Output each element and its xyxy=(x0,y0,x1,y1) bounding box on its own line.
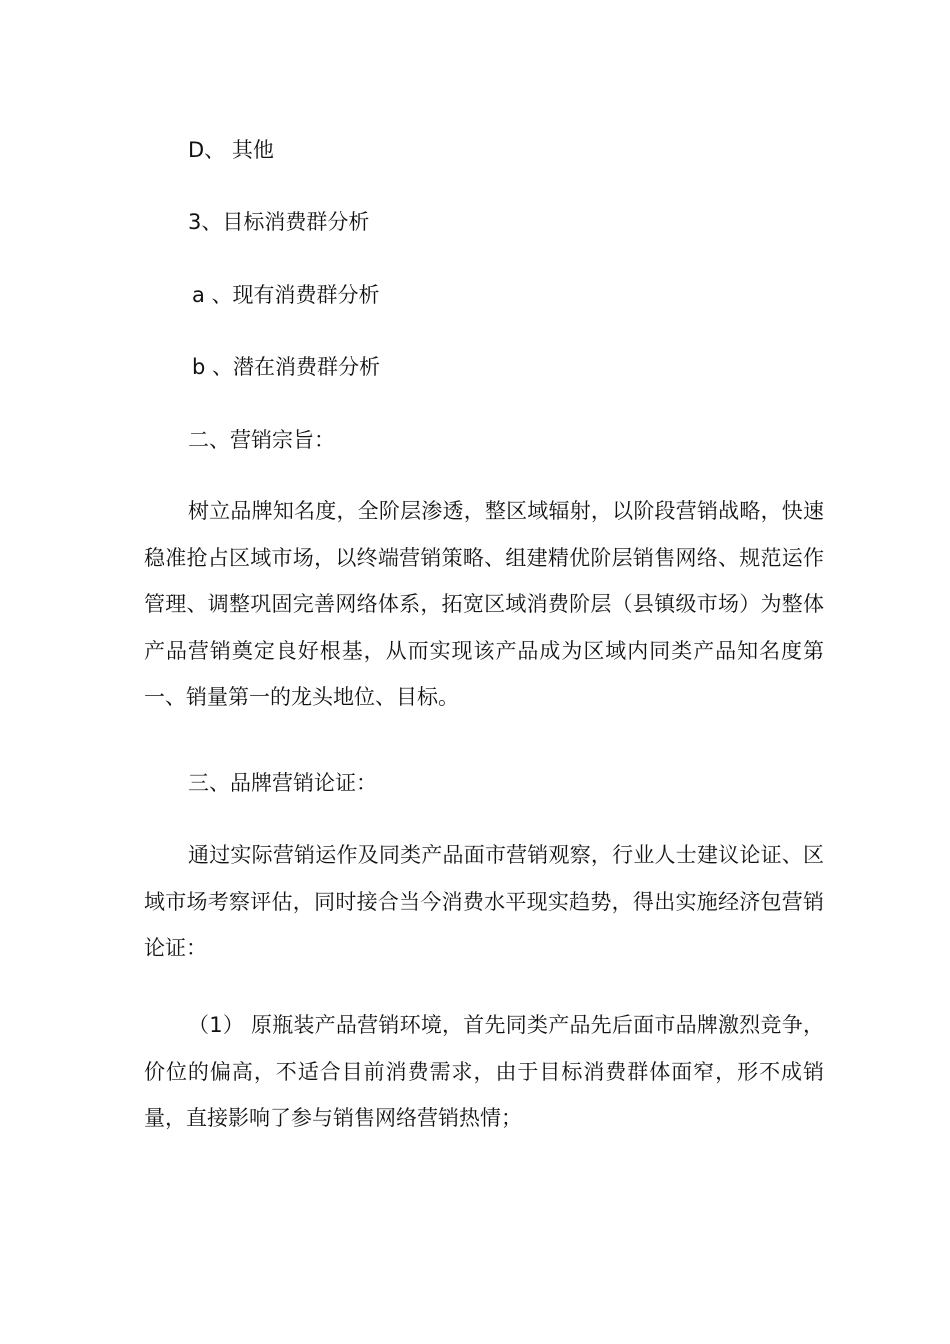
paragraph-point-1: （1） 原瓶装产品营销环境，首先同类产品先后面市品牌激烈竞争，价位的偏高，不适合目前消费需求，由于目标消费群体面窄，形不成销量，直接影响了参与销售网络营销热情； xyxy=(144,1013,824,1130)
section-heading-brand-marketing-argument: 三、品牌营销论证： xyxy=(188,771,377,795)
paragraph-brand-marketing-argument: 通过实际营销运作及同类产品面市营销观察，行业人士建议论证、区域市场考察评估，同时接合当今消费水平现实趋势，得出实施经济包营销论证： xyxy=(144,843,824,960)
list-item-d: D、 其他 xyxy=(188,138,274,162)
list-item-a: a 、现有消费群分析 xyxy=(192,283,380,307)
section-heading-marketing-purpose: 二、营销宗旨： xyxy=(188,428,335,452)
list-item-b: b 、潜在消费群分析 xyxy=(192,355,381,379)
paragraph-marketing-purpose: 树立品牌知名度，全阶层渗透，整区域辐射，以阶段营销战略，快速稳准抢占区域市场，以终端营销策略、组建精优阶层销售网络、规范运作管理、调整巩固完善网络体系，拓宽区域消费阶层（县镇级市场）为整体产品营销奠定良好根基，从而实现该产品成为区域内同类产品知名度第一、销量第一的龙头地位、目标。 xyxy=(144,499,824,709)
subheading-target-consumer-analysis: 3、目标消费群分析 xyxy=(188,210,370,234)
